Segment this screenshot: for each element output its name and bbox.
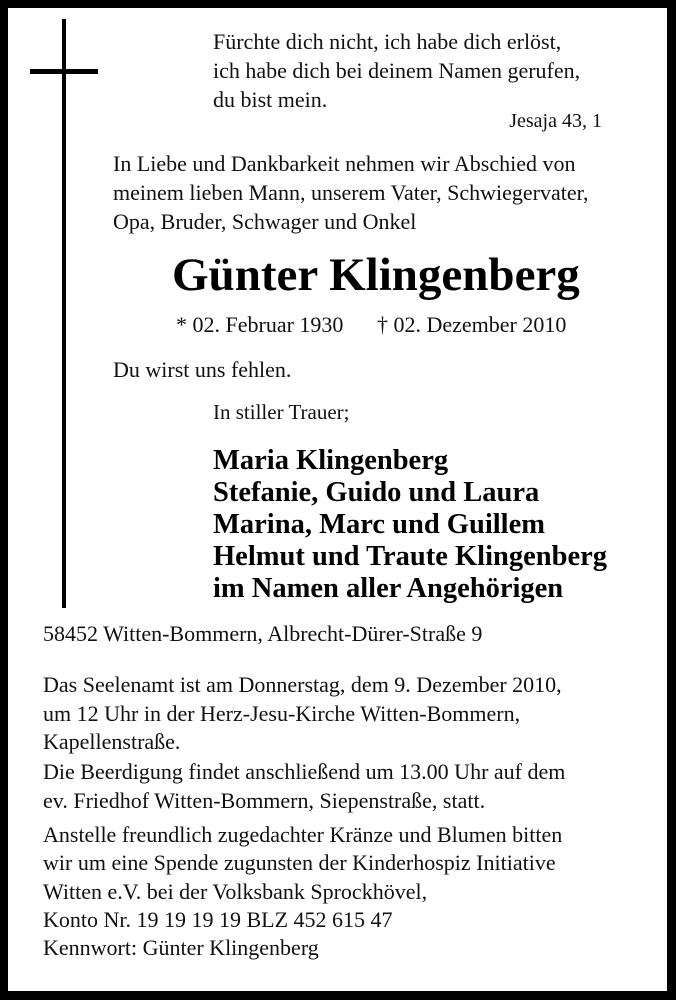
death-date: † 02. Dezember 2010 — [377, 312, 567, 337]
donation-info — [43, 821, 562, 962]
burial-line: ev. Friedhof Witten-Bommern, Siepenstraße, statt. — [43, 787, 486, 813]
donation-line: Konto Nr. 19 19 19 19 BLZ 452 615 47 — [43, 906, 393, 932]
verse-line: ich habe dich bei deinem Namen gerufen, — [213, 58, 581, 83]
burial-line: Die Beerdigung findet anschließend um 13.00 Uhr auf dem — [43, 759, 566, 784]
intro-line: In Liebe und Dankbarkeit nehmen wir Abschied von — [113, 151, 576, 176]
mourning-label: In stiller Trauer; — [213, 400, 350, 424]
intro-line: meinem lieben Mann, unserem Vater, Schwiegervater, — [113, 180, 589, 205]
obituary-notice — [8, 8, 667, 991]
intro-text — [113, 149, 589, 236]
mourner-name: Marina, Marc und Guillem — [213, 509, 545, 540]
verse-line: du bist mein. — [213, 87, 328, 112]
requiem-line: Kapellenstraße. — [43, 729, 181, 754]
farewell-text: Du wirst uns fehlen. — [113, 357, 292, 382]
cross-vertical-bar — [62, 19, 66, 608]
deceased-name: Günter Klingenberg — [172, 249, 580, 301]
donation-line: wir um eine Spende zugunsten der Kinderhospiz Initiative — [43, 850, 556, 876]
birth-date: * 02. Februar 1930 — [176, 312, 344, 337]
mourners-list — [213, 445, 607, 605]
cross-horizontal-bar — [30, 69, 98, 74]
family-address: 58452 Witten-Bommern, Albrecht-Dürer-Straße 9 — [43, 621, 483, 646]
requiem-line: Das Seelenamt ist am Donnerstag, dem 9. Dezember 2010, — [43, 672, 562, 697]
mourner-name: Stefanie, Guido und Laura — [213, 477, 540, 508]
verse-line: Fürchte dich nicht, ich habe dich erlöst, — [213, 29, 562, 54]
donation-line: Witten e.V. bei der Volksbank Sprockhövel, — [43, 878, 428, 904]
mourner-name: im Namen aller Angehörigen — [213, 573, 564, 604]
intro-line: Opa, Bruder, Schwager und Onkel — [113, 209, 417, 234]
donation-line: Kennwort: Günter Klingenberg — [43, 935, 319, 961]
mourner-name: Maria Klingenberg — [213, 445, 449, 476]
burial-info — [43, 758, 565, 815]
mourner-name: Helmut und Traute Klingenberg — [213, 541, 608, 572]
requiem-info — [43, 671, 562, 757]
deceased-dates — [176, 310, 567, 339]
donation-line: Anstelle freundlich zugedachter Kränze und Blumen bitten — [43, 822, 563, 847]
requiem-line: um 12 Uhr in der Herz-Jesu-Kirche Witten-Bommern, — [43, 700, 521, 726]
verse-reference: Jesaja 43, 1 — [509, 110, 602, 132]
bible-verse — [213, 27, 580, 114]
